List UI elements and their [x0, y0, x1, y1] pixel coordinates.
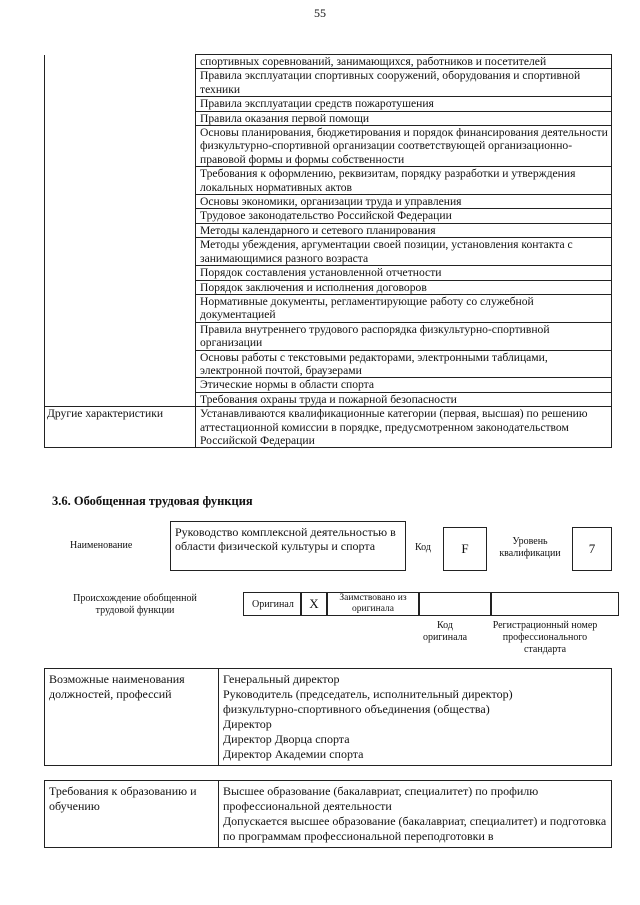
- knowledge-item: Правила эксплуатации спортивных сооружений, оборудования и спортивной техники: [196, 69, 612, 97]
- knowledge-item: Методы убеждения, аргументации своей позиции, установления контакта с занимающимися разного возраста: [196, 238, 612, 266]
- knowledge-row-label-cell: [45, 223, 196, 237]
- position-item: Генеральный директор: [223, 672, 340, 686]
- knowledge-row: [45, 111, 612, 125]
- knowledge-row: [45, 280, 612, 294]
- name-label: Наименование: [70, 540, 133, 551]
- education-item: Допускается высшее образование (бакалавриат, специалитет) и подготовка по программам профессиональной переподготовки в: [223, 814, 607, 843]
- position-item: Директор Дворца спорта: [223, 732, 350, 746]
- page-number: 55: [314, 6, 326, 20]
- knowledge-row-label-cell: [45, 322, 196, 350]
- origin-code-cell: [419, 592, 491, 616]
- knowledge-row-label-cell: [45, 126, 196, 167]
- knowledge-item: Этические нормы в области спорта: [196, 378, 612, 392]
- function-code-box: F: [443, 527, 487, 571]
- knowledge-row-label-cell: [45, 55, 196, 69]
- knowledge-row-label-cell: [45, 294, 196, 322]
- knowledge-row-label-cell: [45, 280, 196, 294]
- position-item: Директор Академии спорта: [223, 747, 364, 761]
- position-item: физкультурно-спортивного объединения (общества): [223, 702, 490, 716]
- level-box: 7: [572, 527, 612, 571]
- knowledge-row: [45, 238, 612, 266]
- knowledge-row: [45, 55, 612, 69]
- positions-table: [44, 668, 612, 766]
- function-name-box: Руководство комплексной деятельностью в области физической культуры и спорта: [170, 521, 406, 571]
- knowledge-item: Методы календарного и сетевого планирования: [196, 223, 612, 237]
- knowledge-table: [44, 54, 612, 448]
- knowledge-item: Правила эксплуатации средств пожаротушения: [196, 97, 612, 111]
- knowledge-item: Требования к оформлению, реквизитам, порядку разработки и утверждения локальных нормативных актов: [196, 167, 612, 195]
- knowledge-item: Основы экономики, организации труда и управления: [196, 195, 612, 209]
- knowledge-item: Нормативные документы, регламентирующие работу со служебной документацией: [196, 294, 612, 322]
- knowledge-row: [45, 223, 612, 237]
- origin-reg-cell: [491, 592, 619, 616]
- knowledge-row: [45, 322, 612, 350]
- position-item: Руководитель (председатель, исполнительный директор): [223, 687, 513, 701]
- education-label: Требования к образованию и обучению: [45, 781, 219, 848]
- education-list: [219, 781, 612, 848]
- knowledge-item: Основы планирования, бюджетирования и порядок финансирования деятельности физкультурно-спортивной организации соответствующей организационно-правовой формы и формы собственности: [196, 126, 612, 167]
- borrowed-label: Заимствовано из оригинала: [327, 592, 419, 616]
- knowledge-item: Порядок составления установленной отчетности: [196, 266, 612, 280]
- section-title: 3.6. Обобщенная трудовая функция: [52, 494, 253, 508]
- other-characteristics-text: Устанавливаются квалификационные категории (первая, высшая) по решению аттестационной комиссии в порядке, предусмотренном законодательством Российской Федерации: [196, 407, 612, 448]
- level-label: Уровень квалификации: [499, 536, 561, 559]
- knowledge-row: [45, 126, 612, 167]
- other-characteristics-row: [45, 407, 612, 448]
- knowledge-row-label-cell: [45, 195, 196, 209]
- positions-label: Возможные наименования должностей, профессий: [45, 669, 219, 766]
- knowledge-row: [45, 392, 612, 406]
- knowledge-row-label-cell: [45, 378, 196, 392]
- original-label: Оригинал: [243, 592, 301, 616]
- knowledge-row-label-cell: [45, 209, 196, 223]
- knowledge-row-label-cell: [45, 350, 196, 378]
- knowledge-row-label-cell: [45, 97, 196, 111]
- knowledge-row: [45, 378, 612, 392]
- origin-row: [243, 592, 619, 616]
- education-item: Высшее образование (бакалавриат, специалитет) по профилю профессиональной деятельности: [223, 784, 539, 813]
- knowledge-row: [45, 350, 612, 378]
- knowledge-row-label-cell: [45, 167, 196, 195]
- code-original-caption: Код оригинала: [422, 620, 468, 643]
- knowledge-item: Требования охраны труда и пожарной безопасности: [196, 392, 612, 406]
- other-characteristics-label: Другие характеристики: [45, 407, 196, 448]
- original-mark: X: [301, 592, 327, 616]
- knowledge-row: [45, 69, 612, 97]
- knowledge-item: Правила внутреннего трудового распорядка физкультурно-спортивной организации: [196, 322, 612, 350]
- origin-label: Происхождение обобщенной трудовой функции: [73, 593, 197, 616]
- positions-list: [219, 669, 612, 766]
- knowledge-item: Трудовое законодательство Российской Федерации: [196, 209, 612, 223]
- education-table: [44, 780, 612, 848]
- knowledge-row-label-cell: [45, 238, 196, 266]
- knowledge-item: Основы работы с текстовыми редакторами, электронными таблицами, электронной почтой, браузерами: [196, 350, 612, 378]
- knowledge-item: Правила оказания первой помощи: [196, 111, 612, 125]
- position-item: Директор: [223, 717, 272, 731]
- knowledge-row-label-cell: [45, 69, 196, 97]
- knowledge-row: [45, 97, 612, 111]
- knowledge-row: [45, 294, 612, 322]
- knowledge-row: [45, 209, 612, 223]
- knowledge-row: [45, 266, 612, 280]
- knowledge-row: [45, 167, 612, 195]
- knowledge-item: Порядок заключения и исполнения договоров: [196, 280, 612, 294]
- knowledge-item: спортивных соревнований, занимающихся, работников и посетителей: [196, 55, 612, 69]
- knowledge-row-label-cell: [45, 266, 196, 280]
- knowledge-row-label-cell: [45, 111, 196, 125]
- knowledge-row-label-cell: [45, 392, 196, 406]
- knowledge-row: [45, 195, 612, 209]
- code-label: Код: [415, 542, 431, 553]
- reg-number-caption: Регистрационный номер профессионального стандарта: [492, 620, 598, 655]
